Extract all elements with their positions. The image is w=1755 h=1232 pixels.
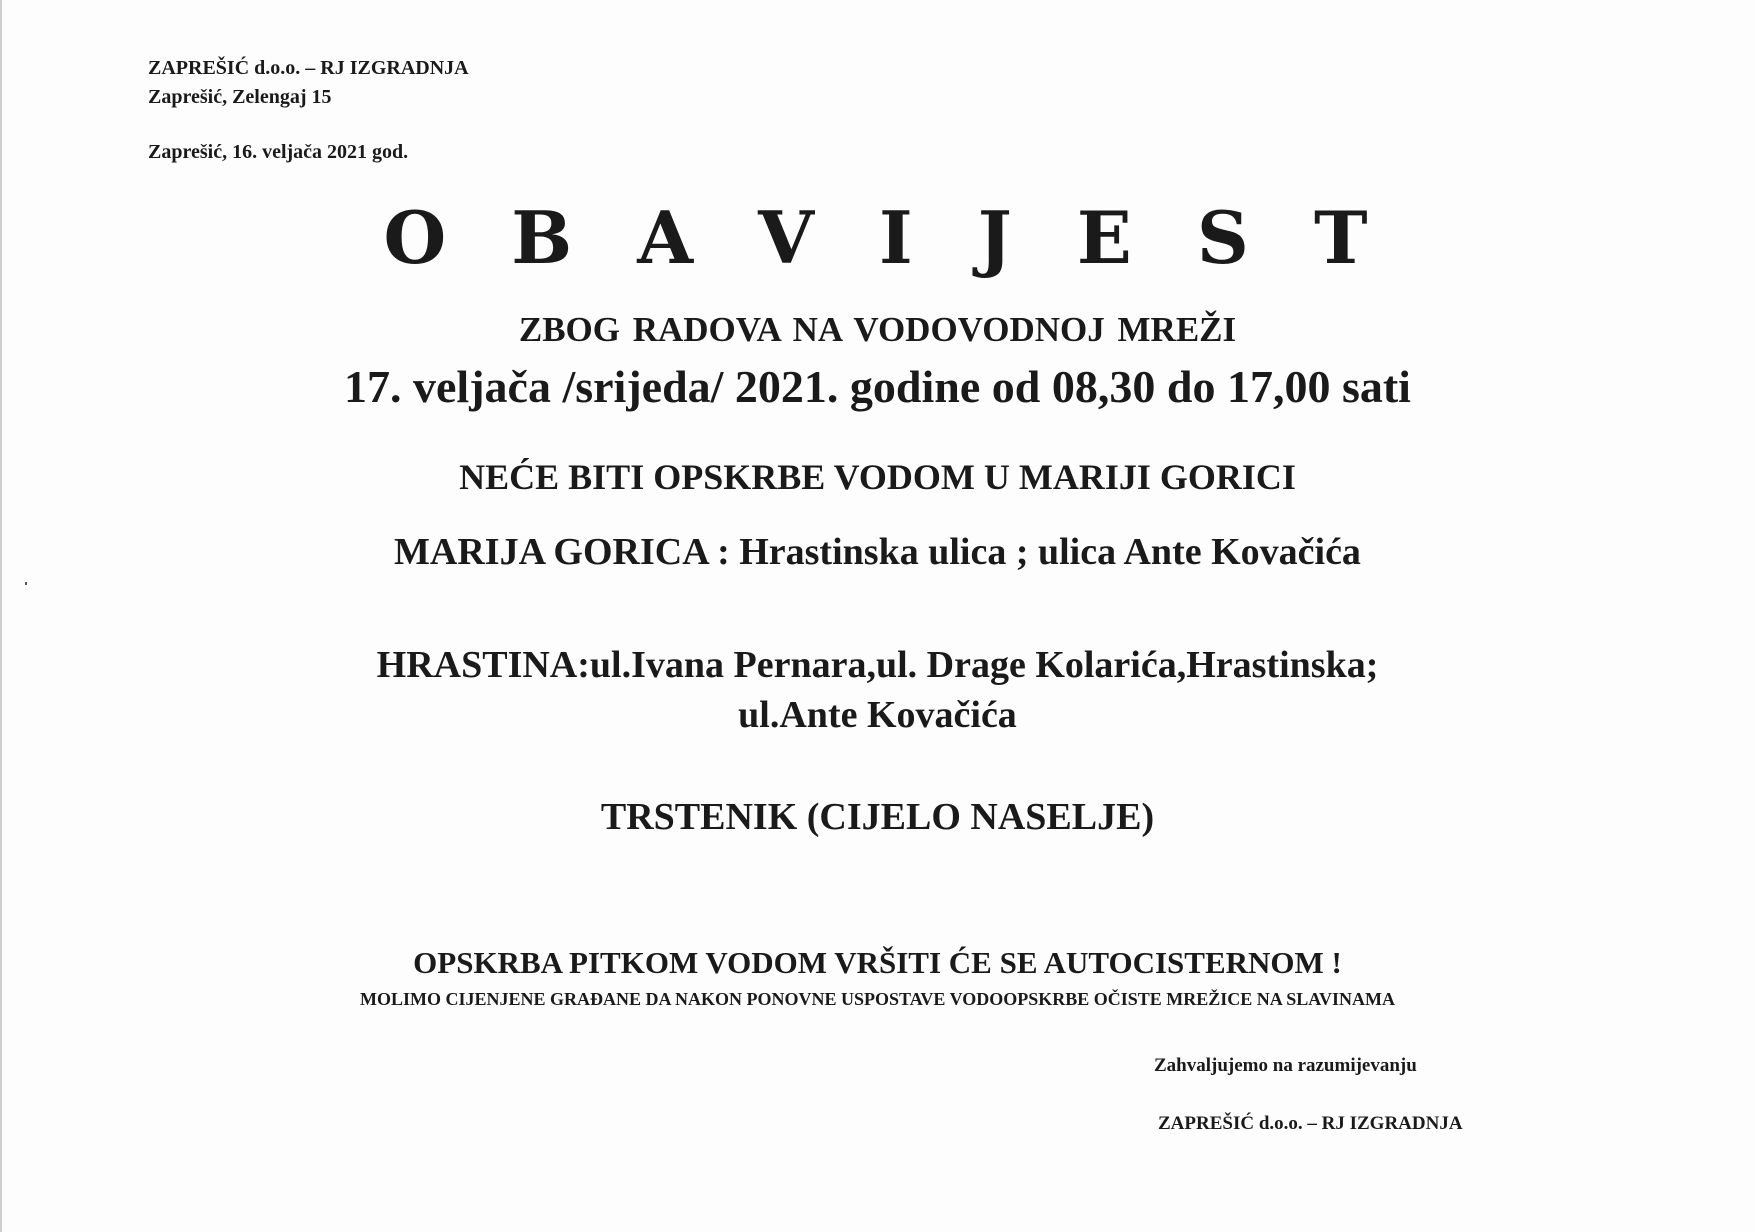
notice-title: O B A V I J E S T xyxy=(383,195,1388,280)
area-trstenik: TRSTENIK (CIJELO NASELJE) xyxy=(600,796,1155,838)
signature-line: ZAPREŠIĆ d.o.o. – RJ IZGRADNJA xyxy=(1158,1113,1463,1134)
no-supply-statement: NEĆE BITI OPSKRBE VODOM U MARIJI GORICI xyxy=(459,457,1296,497)
sender-company: ZAPREŠIĆ d.o.o. – RJ IZGRADNJA xyxy=(148,57,469,79)
outage-datetime: 17. veljača /srijeda/ 2021. godine od 08,30 do 17,00 sati xyxy=(344,361,1411,412)
sender-address: Zaprešić, Zelengaj 15 xyxy=(148,86,332,108)
issue-date: Zaprešić, 16. veljača 2021 god. xyxy=(148,141,409,163)
notice-reason: ZBOG RADOVA NA VODOVODNOJ MREŽI xyxy=(518,310,1237,349)
area-marija-gorica: MARIJA GORICA : Hrastinska ulica ; ulica Ante Kovačića xyxy=(394,531,1361,573)
scan-speck xyxy=(25,582,27,585)
sender-block xyxy=(148,54,469,112)
thanks-line: Zahvaljujemo na razumijevanju xyxy=(1154,1055,1417,1076)
area-hrastina xyxy=(0,640,1755,740)
citizen-request: MOLIMO CIJENJENE GRAĐANE DA NAKON PONOVNE USPOSTAVE VODOOPSKRBE OČISTE MREŽICE NA SLAVINAMA xyxy=(360,989,1395,1009)
scan-edge xyxy=(0,0,2,1232)
tanker-supply-note: OPSKRBA PITKOM VODOM VRŠITI ĆE SE AUTOCISTERNOM ! xyxy=(413,945,1342,980)
area-hrastina-line1: HRASTINA:ul.Ivana Pernara,ul. Drage Kolarića,Hrastinska; xyxy=(376,644,1379,686)
area-hrastina-line2: ul.Ante Kovačića xyxy=(738,694,1017,736)
